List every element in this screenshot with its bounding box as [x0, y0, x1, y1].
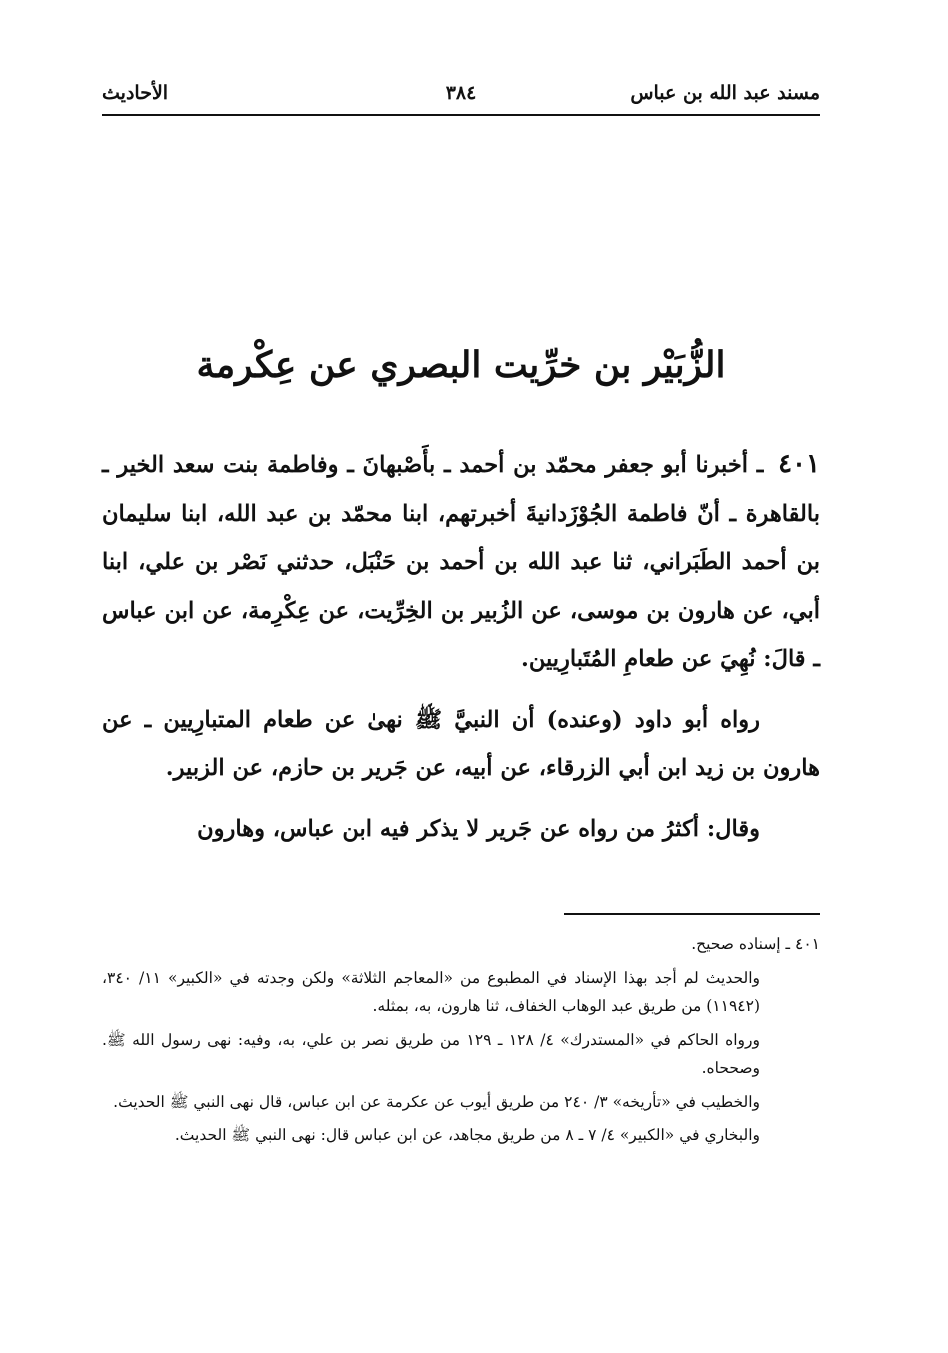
header-rule: [102, 114, 820, 116]
footnotes: [102, 930, 820, 1155]
footnote-separator: [564, 913, 820, 915]
running-header: [102, 78, 820, 112]
footnote-lead-text: ـ إسناده صحيح.: [691, 935, 791, 953]
section-title: الأحاديث: [102, 82, 169, 104]
book-title: مسند عبد الله بن عباس: [630, 82, 820, 104]
footnote-item: والحديث لم أجد بهذا الإسناد في المطبوع من «المعاجم الثلاثة» ولكن وجدته في «الكبير» ١١/ ٣٤٠، (١١٩٤٢) من طريق عبد الوهاب الخفاف، ثنا هارون، به، بمثله.: [102, 968, 760, 1015]
commentary-paragraph: وقال: أكثرُ من رواه عن جَرير لا يذكر فيه ابن عباس، وهارون: [197, 815, 760, 842]
footnote-number: ٤٠١: [795, 935, 820, 953]
hadith-paragraph: [102, 440, 820, 684]
footnote-item: ورواه الحاكم في «المستدرك» ٤/ ١٢٨ ـ ١٢٩ من طريق نصر بن علي، به، وفيه: نهى رسول الله ﷺ. وصححاه.: [102, 1030, 760, 1077]
footnote-item: والخطيب في «تأريخه» ٣/ ٢٤٠ من طريق أيوب عن عكرمة عن ابن عباس، قال نهى النبي ﷺ الحديث.: [113, 1092, 760, 1111]
hadith-text: ـ أخبرنا أبو جعفر محمّد بن أحمد ـ بأَصْبهانَ ـ وفاطمة بنت سعد الخير ـ بالقاهرة ـ أنّ فاطمة الجُوْزَدانيةَ أخبرتهم، ابنا محمّد بن عبد الله، ابنا سليمان بن أحمد الطَبَراني، ثنا عبد الله بن أحمد بن حَنْبَل، حدثني نَصْر بن علي، ابنا أبي، عن هارون بن موسى، عن الزُبير بن الخِرِّيت، عن عِكْرِمة، عن ابن عباس ـ قالَ: نُهِيَ عن طعامِ المُتَبارِيين.: [102, 452, 820, 672]
footnote-item: والبخاري في «الكبير» ٤/ ٧ ـ ٨ من طريق مجاهد، عن ابن عباس قال: نهى النبي ﷺ الحديث.: [174, 1126, 760, 1144]
hadith-number: ٤٠١: [778, 449, 820, 479]
page-number: ٣٨٤: [445, 82, 477, 104]
chapter-title: الزُّبَيْر بن خرِّيت البصري عن عِكْرمة: [196, 344, 726, 386]
main-text: [102, 440, 820, 865]
commentary-paragraph: رواه أبو داود (وعنده) أن النبيَّ ﷺ نهىٰ عن طعام المتبارِيين ـ عن هارون بن زيد ابن أبي الزرقاء، عن أبيه، عن جَرير بن حازم، عن الزبير.: [102, 706, 820, 781]
footnote-lead: [102, 930, 820, 959]
